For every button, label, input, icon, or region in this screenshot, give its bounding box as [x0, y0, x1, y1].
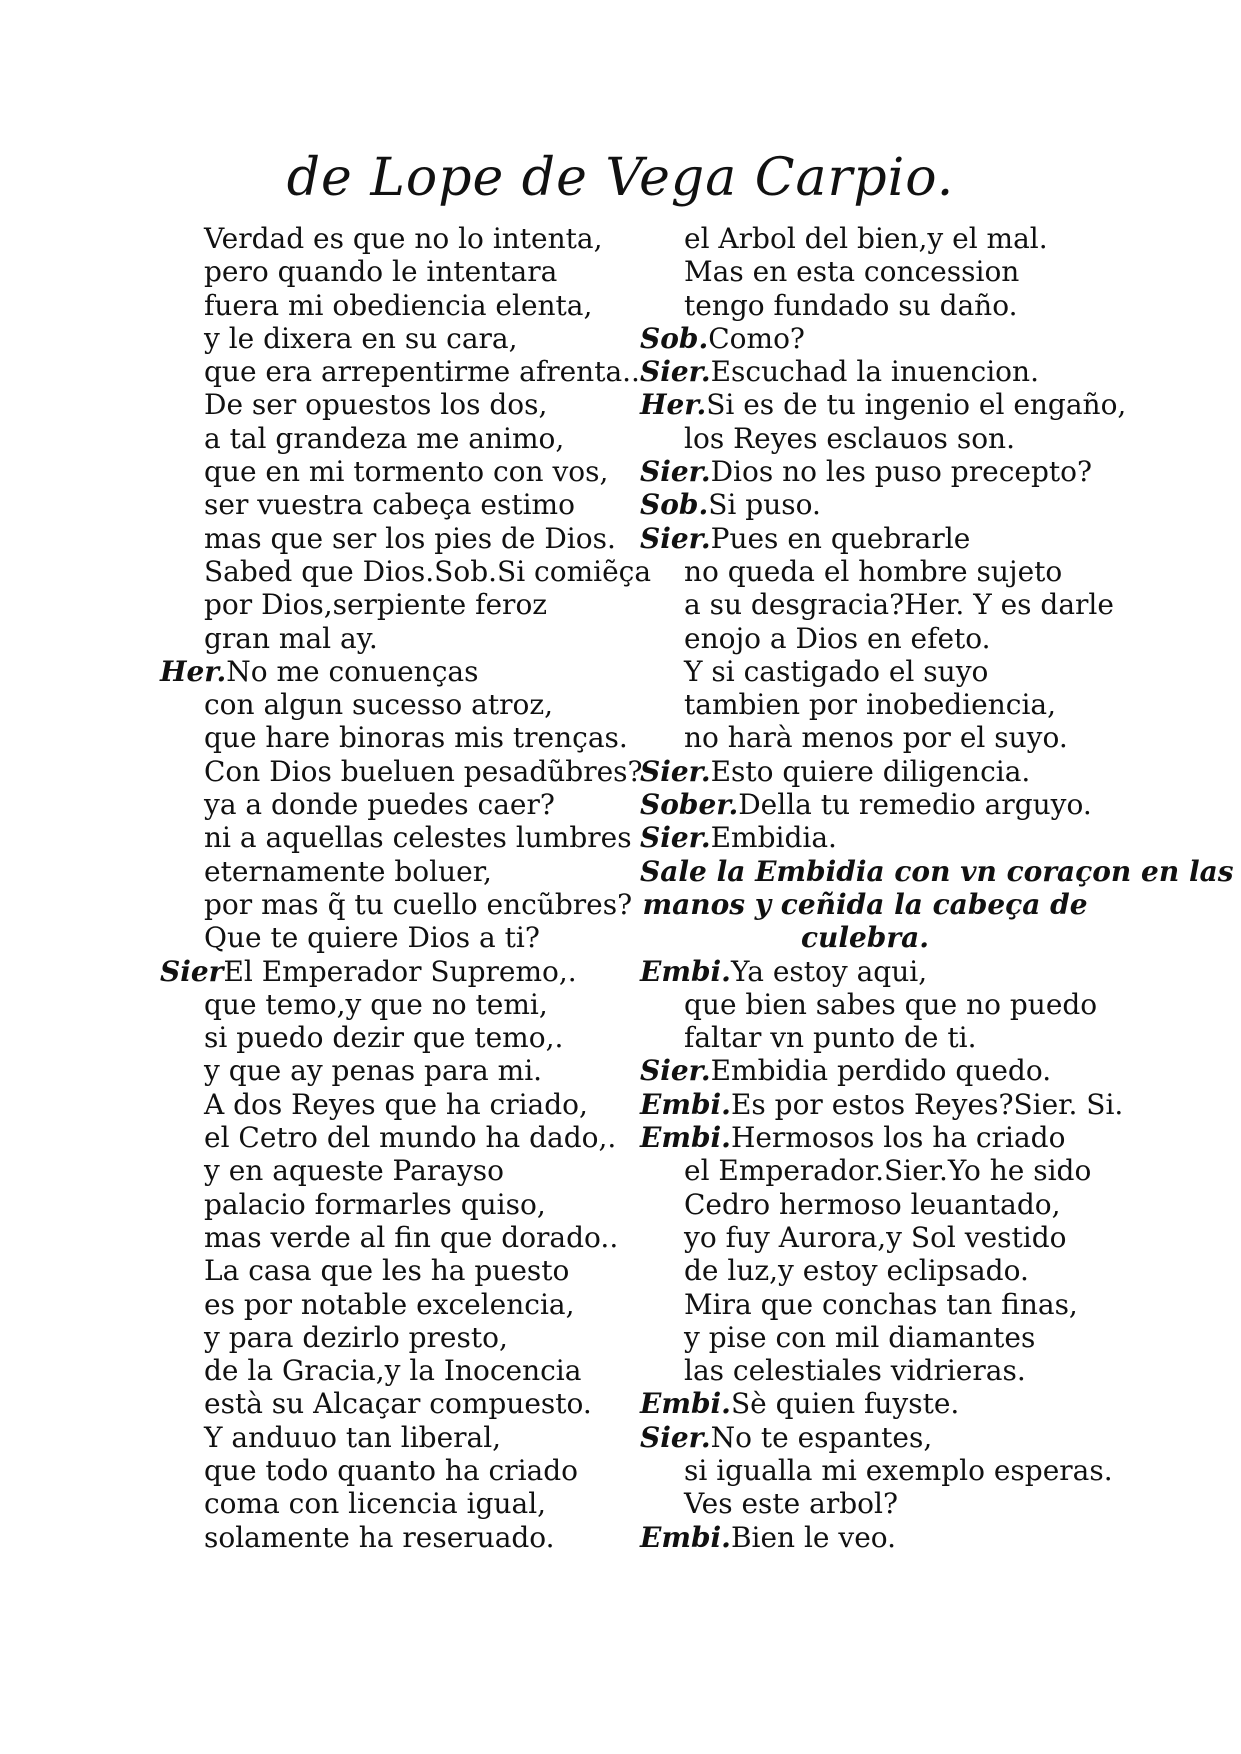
verse-line: [160, 1021, 635, 1054]
verse-line: [640, 788, 1090, 821]
verse-line: [160, 1221, 635, 1254]
verse-line: [640, 821, 1090, 854]
verse-text: Sabed que Dios.Sob.Si comiẽça: [204, 554, 652, 588]
verse-text: gran mal ay.: [204, 621, 378, 655]
stage-direction: Sale la Embidia con vn coraçon en las: [640, 854, 1234, 888]
verse-line: [640, 322, 1090, 355]
speaker-label: Sier.: [640, 1420, 711, 1454]
speaker-label: Her.: [640, 388, 707, 422]
verse-line: [640, 289, 1090, 322]
verse-text: mas verde al fin que dorado..: [204, 1220, 619, 1254]
verse-line: [160, 255, 635, 288]
verse-text: si puedo dezir que temo,.: [204, 1021, 564, 1055]
verse-text: La casa que les ha puesto: [204, 1254, 570, 1288]
verse-text: No me conuenças: [226, 654, 479, 688]
verse-line: [640, 1387, 1090, 1420]
verse-text: Escuchad la inuencion.: [710, 355, 1039, 389]
verse-line: [160, 655, 635, 688]
verse-text: por Dios,serpiente feroz: [204, 588, 548, 622]
verse-text: no harà menos por el suyo.: [684, 721, 1068, 755]
verse-line: [640, 1254, 1090, 1287]
verse-text: el Emperador.Sier.Yo he sido: [684, 1154, 1092, 1188]
speaker-label: Embi.: [640, 1121, 731, 1155]
verse-text: el Arbol del bien,y el mal.: [684, 222, 1048, 255]
verse-text: es por notable excelencia,: [204, 1287, 575, 1321]
speaker-label: Sier.: [640, 355, 711, 389]
verse-text: eternamente boluer,: [204, 854, 492, 888]
verse-text: ni a aquellas celestes lumbres: [204, 821, 632, 855]
verse-text: mas que ser los pies de Dios.: [204, 521, 616, 555]
verse-line: [160, 921, 635, 954]
verse-line: [640, 455, 1090, 488]
verse-text: No te espantes,: [710, 1420, 933, 1454]
verse-text: A dos Reyes que ha criado,: [204, 1087, 588, 1121]
speaker-label: Sob.: [640, 488, 709, 522]
speaker-label: Sier.: [640, 455, 711, 489]
verse-line: [160, 1288, 635, 1321]
verse-line: [640, 255, 1090, 288]
verse-text: y que ay penas para mi.: [204, 1054, 543, 1088]
verse-text: Es por estos Reyes?Sier. Si.: [730, 1087, 1124, 1121]
verse-line: [160, 888, 635, 921]
verse-line: [640, 1021, 1090, 1054]
speaker-label: Sier.: [640, 754, 711, 788]
verse-text: palacio formarles quiso,: [204, 1187, 546, 1221]
verse-line: [160, 1254, 635, 1287]
verse-line: [160, 422, 635, 455]
verse-line: [160, 1154, 635, 1187]
verse-line: [160, 721, 635, 754]
verse-line: [160, 1387, 635, 1420]
verse-text: Si puso.: [708, 488, 821, 522]
verse-line: [640, 655, 1090, 688]
verse-line: [640, 388, 1127, 422]
verse-text: y le dixera en su cara,: [204, 321, 518, 355]
verse-text: Con Dios bueluen pesadũbres?: [204, 754, 643, 788]
verse-line: [160, 322, 635, 355]
page-title: de Lope de Vega Carpio.: [286, 148, 955, 208]
verse-line: [640, 488, 1090, 521]
verse-text: Sè quien fuyste.: [730, 1387, 960, 1421]
verse-line: [640, 522, 1090, 555]
verse-line: [640, 422, 1090, 455]
verse-line: [160, 554, 652, 588]
verse-line: [640, 1121, 1090, 1154]
verse-line: [640, 688, 1090, 721]
verse-line: [160, 455, 635, 488]
verse-line: [160, 855, 635, 888]
verse-text: que bien sabes que no puedo: [684, 987, 1098, 1021]
verse-text: Della tu remedio arguyo.: [738, 788, 1092, 822]
speaker-label: Embi.: [640, 954, 731, 988]
verse-line: [640, 1487, 1090, 1520]
verse-line: [640, 555, 1090, 588]
verse-text: que era arrepentirme afrenta..: [204, 355, 640, 389]
verse-line: [640, 622, 1090, 655]
verse-line: [160, 1054, 635, 1087]
verse-line: [160, 688, 635, 721]
verse-text: Pues en quebrarle: [710, 521, 971, 555]
verse-text: Y si castigado el suyo: [684, 654, 989, 688]
verse-line: [160, 222, 635, 255]
verse-text: Verdad es que no lo intenta,: [204, 222, 603, 255]
verse-text: Cedro hermoso leuantado,: [684, 1187, 1061, 1221]
left-column: [160, 222, 652, 1554]
verse-line: [640, 1221, 1090, 1254]
speaker-label: Sier.: [640, 1054, 711, 1088]
verse-text: està su Alcaçar compuesto.: [204, 1387, 592, 1421]
verse-text: a su desgracia?Her. Y es darle: [684, 588, 1114, 622]
verse-text: que temo,y que no temi,: [204, 987, 548, 1021]
verse-text: Ves este arbol?: [684, 1487, 898, 1521]
stage-direction: culebra.: [800, 921, 930, 955]
verse-text: Mas en esta concession: [684, 255, 1020, 289]
verse-text: fuera mi obediencia elenta,: [204, 288, 593, 322]
verse-text: Ya estoy aqui,: [730, 954, 928, 988]
verse-line: [640, 1354, 1090, 1387]
verse-text: De ser opuestos los dos,: [204, 388, 548, 422]
verse-line: [160, 622, 635, 655]
verse-text: tengo fundado su daño.: [684, 288, 1018, 322]
verse-text: con algun sucesso atroz,: [204, 688, 554, 722]
verse-text: que hare binoras mis trenças.: [204, 721, 628, 755]
verse-text: tambien por inobediencia,: [684, 688, 1056, 722]
verse-text: pero quando le intentara: [204, 255, 558, 289]
verse-text: las celestiales vidrieras.: [684, 1354, 1026, 1388]
speaker-label: Sober.: [640, 788, 739, 822]
speaker-label: Embi.: [640, 1387, 731, 1421]
verse-text: de la Gracia,y la Inocencia: [204, 1354, 582, 1388]
verse-text: que todo quanto ha criado: [204, 1453, 579, 1487]
right-column: [640, 222, 1234, 1554]
verse-line: [160, 1188, 635, 1221]
verse-line: [160, 955, 635, 988]
speaker-label: Sier.: [640, 821, 711, 855]
verse-line: [640, 1321, 1090, 1354]
verse-text: ya a donde puedes caer?: [204, 788, 555, 822]
verse-line: [640, 1521, 1090, 1554]
verse-line: [640, 1087, 1124, 1121]
verse-line: [160, 1421, 635, 1454]
verse-line: [160, 289, 635, 322]
verse-text: Bien le veo.: [730, 1520, 897, 1554]
verse-text: Embidia.: [710, 821, 837, 855]
verse-text: Mira que conchas tan finas,: [684, 1287, 1078, 1321]
verse-line: [640, 1421, 1090, 1454]
verse-line: [640, 1453, 1113, 1487]
verse-text: Esto quiere diligencia.: [710, 754, 1031, 788]
verse-text: si igualla mi exemplo esperas.: [684, 1453, 1113, 1487]
verse-text: no queda el hombre sujeto: [684, 554, 1063, 588]
verse-text: de luz,y estoy eclipsado.: [684, 1254, 1029, 1288]
verse-text: faltar vn punto de ti.: [684, 1021, 977, 1055]
verse-line: [640, 987, 1098, 1021]
verse-line: [160, 388, 635, 421]
speaker-label: Sob.: [640, 321, 709, 355]
verse-line: [640, 1054, 1090, 1087]
verse-text: Como?: [708, 321, 805, 355]
verse-text: a tal grandeza me animo,: [204, 421, 565, 455]
verse-line: [640, 588, 1114, 622]
verse-line: [160, 1521, 635, 1554]
verse-text: Dios no les puso precepto?: [710, 455, 1092, 489]
verse-line: [640, 222, 1090, 255]
verse-line: [640, 1188, 1090, 1221]
speaker-label: Embi.: [640, 1087, 731, 1121]
verse-line: [640, 755, 1090, 788]
verse-text: Si es de tu ingenio el engaño,: [706, 388, 1127, 422]
verse-text: y para dezirlo presto,: [204, 1320, 508, 1354]
verse-line: [160, 1121, 635, 1154]
speaker-label: Embi.: [640, 1520, 731, 1554]
verse-text: los Reyes esclauos son.: [684, 421, 1015, 455]
verse-text: el Cetro del mundo ha dado,.: [204, 1121, 617, 1155]
verse-line: [160, 1487, 635, 1520]
verse-line: [160, 1321, 635, 1354]
speaker-label: Sier: [160, 954, 224, 988]
verse-text: y pise con mil diamantes: [684, 1320, 1036, 1354]
verse-text: enojo a Dios en efeto.: [684, 621, 991, 655]
verse-line: [160, 1088, 635, 1121]
verse-text: Y anduuo tan liberal,: [204, 1420, 502, 1454]
verse-line: [640, 355, 1090, 388]
verse-text: por mas q̃ tu cuello encũbres?: [204, 887, 633, 921]
verse-text: El Emperador Supremo,.: [223, 954, 577, 988]
verse-line: [160, 488, 635, 521]
verse-line: [160, 1454, 635, 1487]
verse-text: coma con licencia igual,: [204, 1487, 547, 1521]
verse-text: solamente ha reseruado.: [204, 1520, 555, 1554]
verse-line: [160, 588, 635, 621]
verse-line: [160, 988, 635, 1021]
verse-text: Que te quiere Dios a ti?: [204, 921, 540, 955]
verse-text: ser vuestra cabeça estimo: [204, 488, 575, 522]
verse-line: [160, 821, 635, 854]
speaker-label: Her.: [160, 654, 227, 688]
verse-line: [160, 355, 640, 389]
verse-line: [640, 955, 1090, 988]
verse-line: [160, 754, 643, 788]
stage-direction: manos y ceñida la cabeça de: [642, 887, 1088, 921]
verse-text: yo fuy Aurora,y Sol vestido: [684, 1220, 1067, 1254]
verse-line: [160, 1354, 635, 1387]
speaker-label: Sier.: [640, 521, 711, 555]
verse-text: y en aqueste Parayso: [204, 1154, 504, 1188]
verse-text: que en mi tormento con vos,: [204, 455, 609, 489]
verse-text: Hermosos los ha criado: [730, 1121, 1066, 1155]
verse-line: [640, 721, 1090, 754]
verse-text: Embidia perdido quedo.: [710, 1054, 1052, 1088]
verse-line: [160, 788, 635, 821]
verse-line: [160, 522, 635, 555]
verse-line: [640, 1288, 1090, 1321]
verse-line: [640, 1154, 1090, 1187]
